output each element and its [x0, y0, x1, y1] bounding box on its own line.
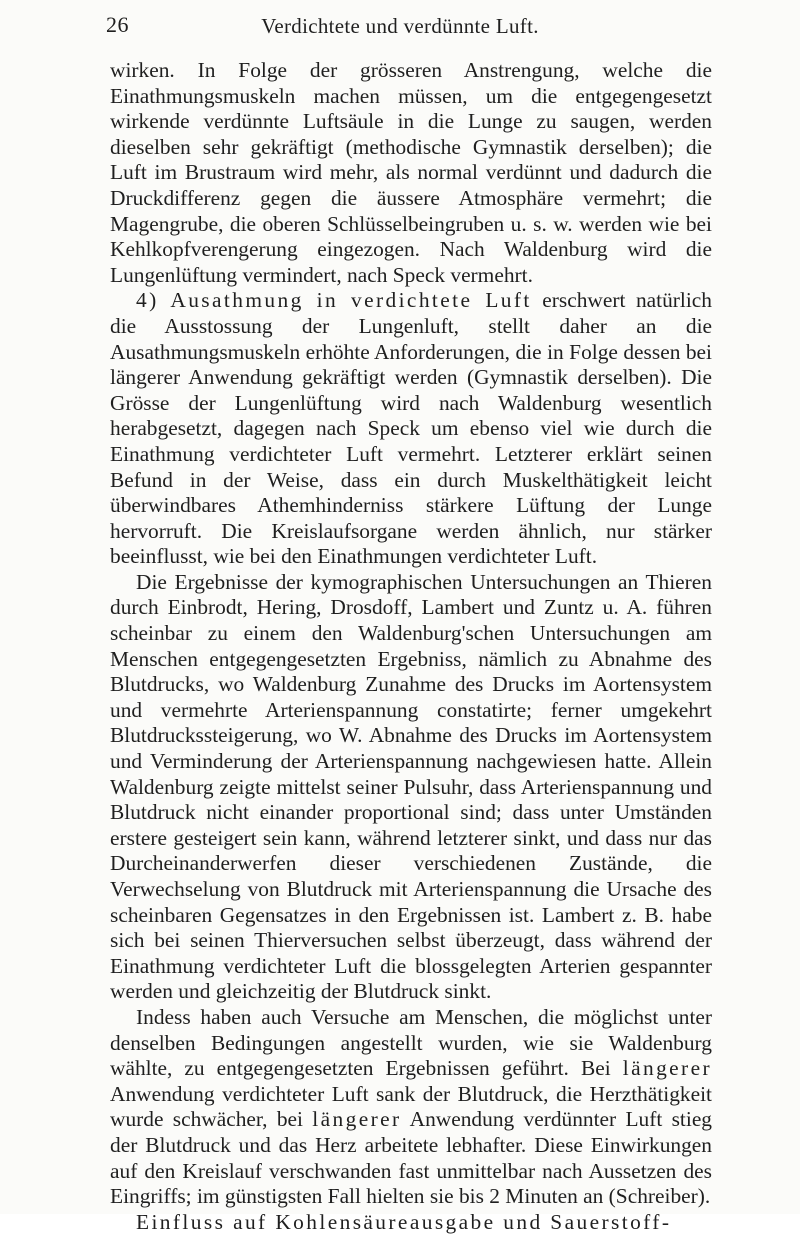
- paragraph-5-lead: Einfluss auf Kohlensäureausgabe und Sauerstoff-: [136, 1209, 672, 1234]
- paragraph-3: [110, 570, 712, 1005]
- paragraph-4-text-b: Anwendung verdichteter Luft sank der Blutdruck, die Herzthätigkeit wurde schwächer, bei: [110, 1081, 712, 1132]
- paragraph-4: [110, 1005, 712, 1210]
- running-title: Verdichtete und verdünnte Luft.: [261, 14, 539, 38]
- paragraph-1-text: wirken. In Folge der grösseren Anstrengung, welche die Einathmungsmuskeln machen müssen, um die entgegengesetzt wirkende verdünnte Luftsäule in die Lunge zu saugen, werden dieselben sehr gekräftigt (methodische Gymnastik derselben); die Luft im Brustraum wird mehr, als normal verdünnt und dadurch die Druckdifferenz gegen die äussere Atmosphäre vermehrt; die Magengrube, die oberen Schlüsselbeingruben u. s. w. werden wie bei Kehlkopfverengerung eingezogen. Nach Waldenburg wird die Lungenlüftung vermindert, nach Speck vermehrt.: [110, 58, 712, 287]
- paragraph-2-text: erschwert natürlich die Ausstossung der Lungenluft, stellt daher an die Ausathmungsmuskeln erhöhte Anforderungen, die in Folge dessen bei längerer Anwendung gekräftigt werden (Gymnastik derselben). Die Grösse der Lungenlüftung wird nach Waldenburg wesentlich herabgesetzt, dagegen nach Speck um ebenso viel wie durch die Einathmung verdichteter Luft vermehrt. Letzterer erklärt seinen Befund in der Weise, dass ein durch Muskelthätigkeit leicht überwindbares Athemhinderniss stärkere Lüftung der Lunge hervorruft. Die Kreislaufsorgane werden ähnlich, nur stärker beeinflusst, wie bei den Einathmungen verdichteter Luft.: [110, 288, 712, 569]
- page-number: 26: [106, 12, 129, 37]
- paragraph-4-text-a: Indess haben auch Versuche am Menschen, die möglichst unter denselben Bedingungen angestellt wurden, wie sie Waldenburg wählte, zu entgegengesetzten Ergebnissen geführt. Bei: [110, 1004, 712, 1081]
- paragraph-4-text-c: Anwendung verdünnter Luft stieg der Blutdruck und das Herz arbeitete lebhafter. Diese Einwirkungen auf den Kreislauf verschwanden fast unmittelbar nach Aussetzen des Eingriffs; im günstigsten Fall hielten sie bis 2 Minuten an (Schreiber).: [110, 1107, 713, 1209]
- paragraph-2: [110, 288, 712, 570]
- paragraph-1: [110, 58, 712, 288]
- body-text: [110, 58, 712, 1235]
- paragraph-2-lead: 4) Ausathmung in verdichtete Luft: [136, 288, 532, 313]
- paragraph-4-emphasis-a: längerer: [622, 1056, 712, 1081]
- paragraph-4-emphasis-b: längerer: [312, 1107, 402, 1132]
- paragraph-3-text: Die Ergebnisse der kymographischen Untersuchungen an Thieren durch Einbrodt, Hering, Drosdoff, Lambert und Zuntz u. A. führen scheinbar zu einem den Waldenburg'schen Untersuchungen am Menschen entgegengesetzten Ergebniss, nämlich zu Abnahme des Blutdrucks, wo Waldenburg Zunahme des Drucks im Aortensystem und vermehrte Arterienspannung constatirte; ferner umgekehrt Blutdruckssteigerung, wo W. Abnahme des Drucks im Aortensystem und Verminderung der Arterienspannung nachgewiesen hatte. Allein Waldenburg zeigte mittelst seiner Pulsuhr, dass Arterienspannung und Blutdruck nicht einander proportional sind; dass unter Umständen erstere gesteigert sein kann, während letzterer sinkt, und dass nur das Durcheinanderwerfen dieser verschiedenen Zustände, die Verwechselung von Blutdruck mit Arterienspannung die Ursache des scheinbaren Gegensatzes in den Ergebnissen ist. Lambert z. B. habe sich bei seinen Thierversuchen selbst überzeugt, dass während der Einathmung verdichteter Luft die blossgelegten Arterien gespannter werden und gleichzeitig der Blutdruck sinkt.: [110, 569, 712, 1004]
